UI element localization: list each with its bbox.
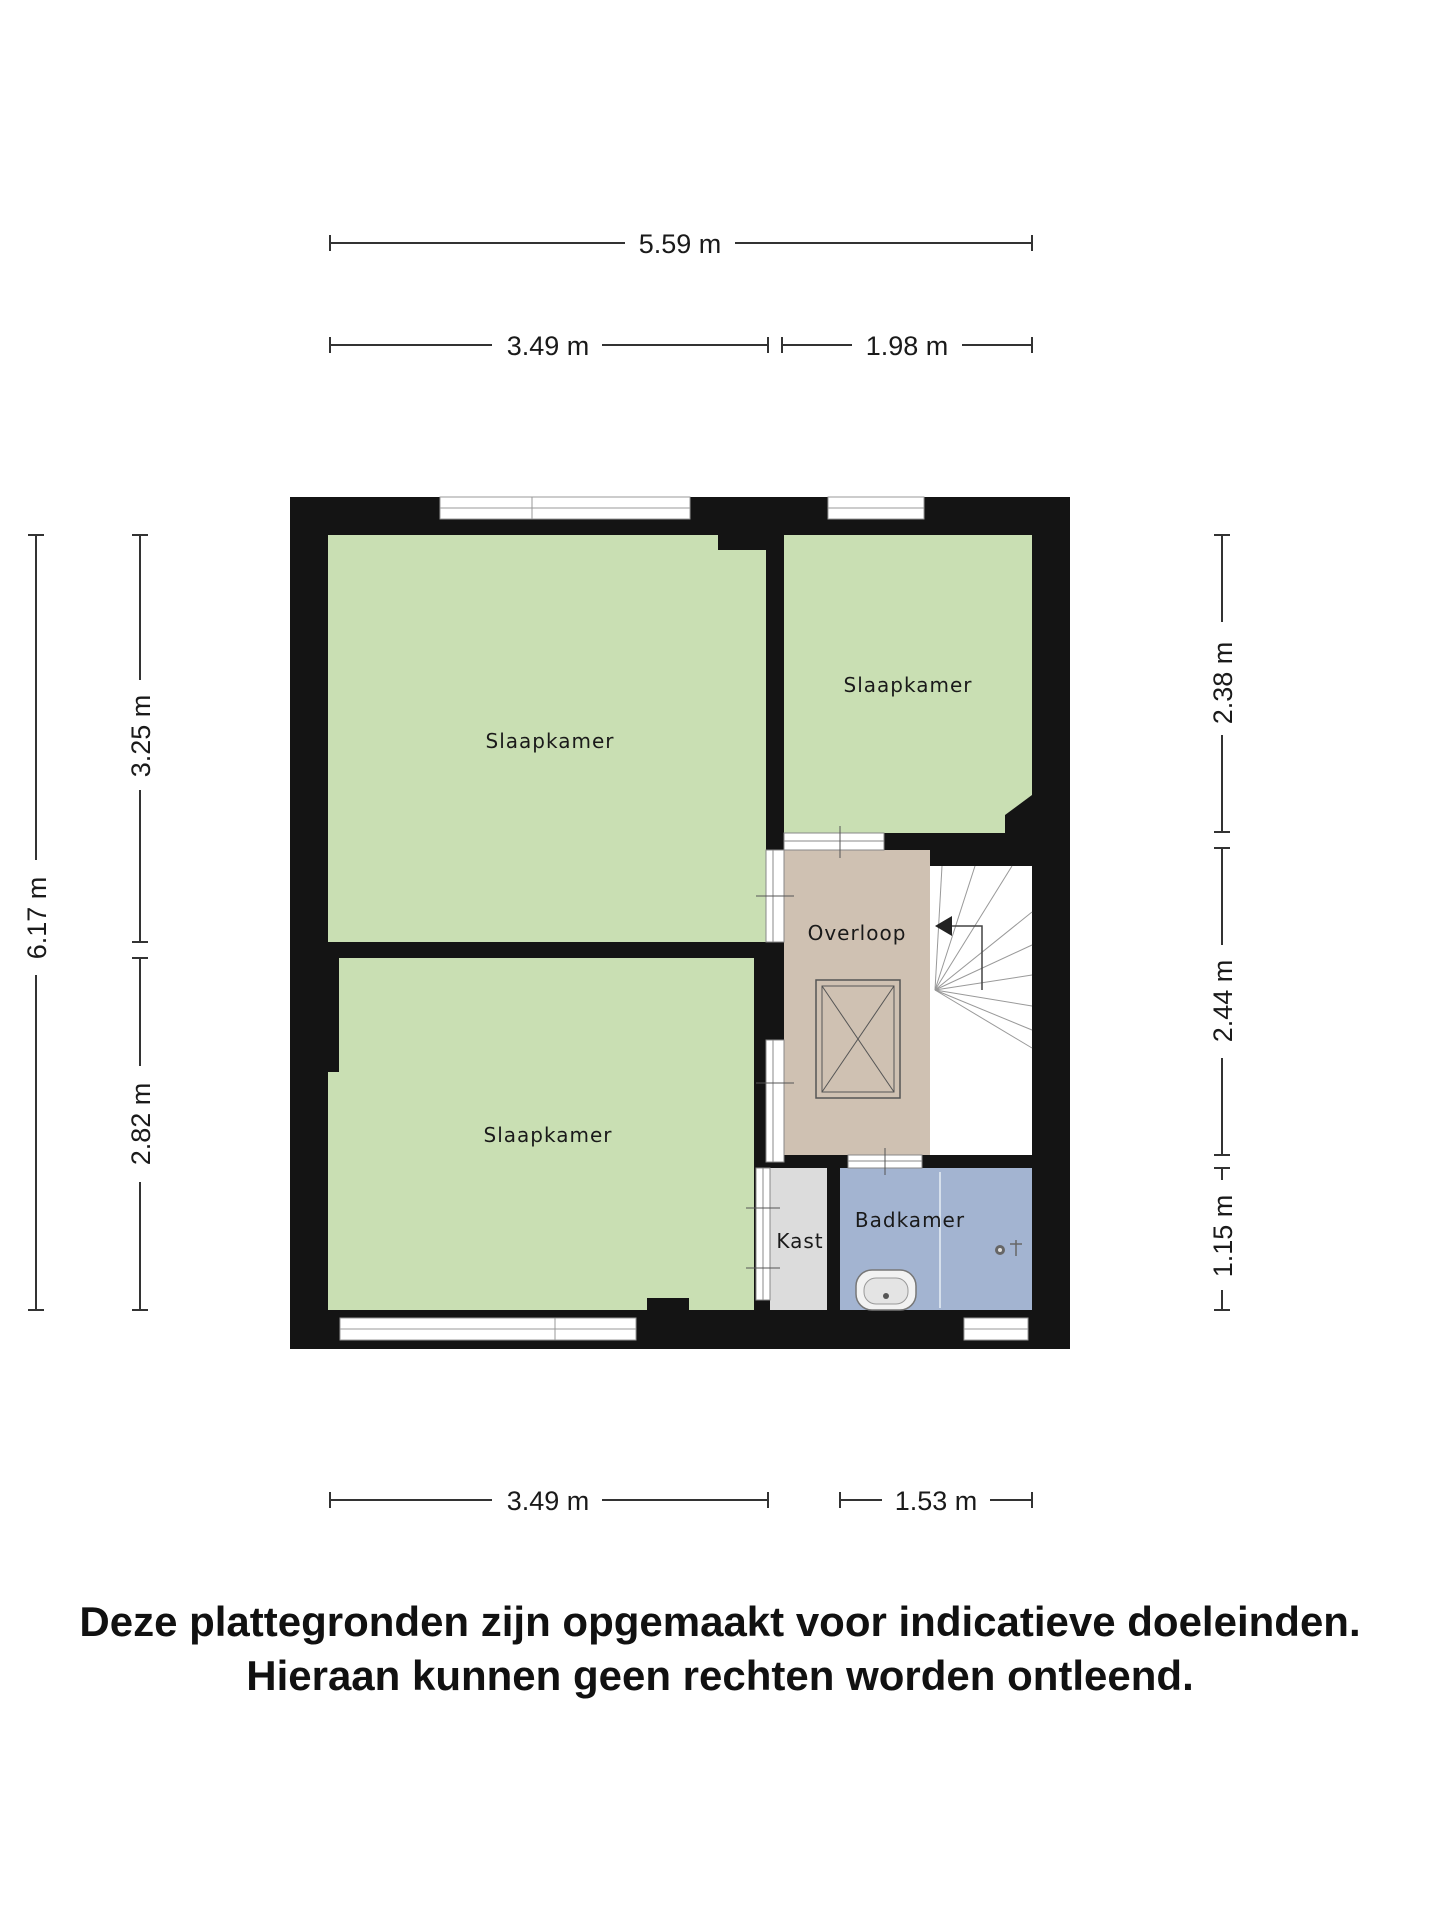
dimension-top-left	[330, 331, 768, 361]
dimension-label: 2.82 m	[126, 1082, 156, 1166]
window-bottom-left	[340, 1318, 636, 1340]
bedroom-1-corner-notch	[718, 528, 768, 550]
dimension-left-upper	[126, 535, 156, 942]
dimension-right-middle	[1208, 848, 1238, 1155]
dimension-top-total	[330, 229, 1032, 259]
dimension-label: 2.38 m	[1208, 641, 1238, 725]
dimension-label: 6.17 m	[22, 876, 52, 960]
window-top-right	[828, 497, 924, 519]
dimension-label: 2.44 m	[1208, 959, 1238, 1043]
disclaimer-line-2: Hieraan kunnen geen rechten worden ontleend.	[246, 1652, 1194, 1699]
bedroom-2-wall-notch	[325, 958, 339, 1072]
dimension-right-upper	[1208, 535, 1238, 832]
dimension-bottom-left	[330, 1486, 768, 1516]
dimension-label: 3.49 m	[506, 1486, 590, 1516]
dimension-right-lower	[1208, 1168, 1238, 1310]
landing-floor	[784, 850, 930, 1155]
window-top-left	[440, 497, 690, 519]
window-bottom-right	[964, 1318, 1028, 1340]
room-label-bedroom-2: Slaapkamer	[483, 1123, 613, 1147]
toilet-icon	[856, 1270, 916, 1310]
dimension-top-right	[782, 331, 1032, 361]
dimension-label: 3.49 m	[506, 331, 590, 361]
room-label-bathroom: Badkamer	[854, 1208, 966, 1232]
room-label-landing: Overloop	[807, 921, 907, 945]
dimension-label: 1.98 m	[865, 331, 949, 361]
dimension-label: 1.53 m	[894, 1486, 978, 1516]
dimension-label: 1.15 m	[1208, 1194, 1238, 1278]
room-label-bedroom-3: Slaapkamer	[843, 673, 973, 697]
dimension-label: 3.25 m	[126, 694, 156, 778]
stairwell-floor	[930, 866, 1032, 1155]
dimension-bottom-right	[840, 1486, 1032, 1516]
room-label-closet: Kast	[776, 1229, 824, 1253]
disclaimer-line-1: Deze plattegronden zijn opgemaakt voor indicatieve doeleinden.	[79, 1598, 1361, 1645]
dimension-left-lower	[126, 958, 156, 1310]
dimension-left-total	[22, 535, 52, 1310]
dimension-label: 5.59 m	[638, 229, 722, 259]
bedroom-2-bottom-notch	[647, 1298, 689, 1312]
room-label-bedroom-1: Slaapkamer	[485, 729, 615, 753]
